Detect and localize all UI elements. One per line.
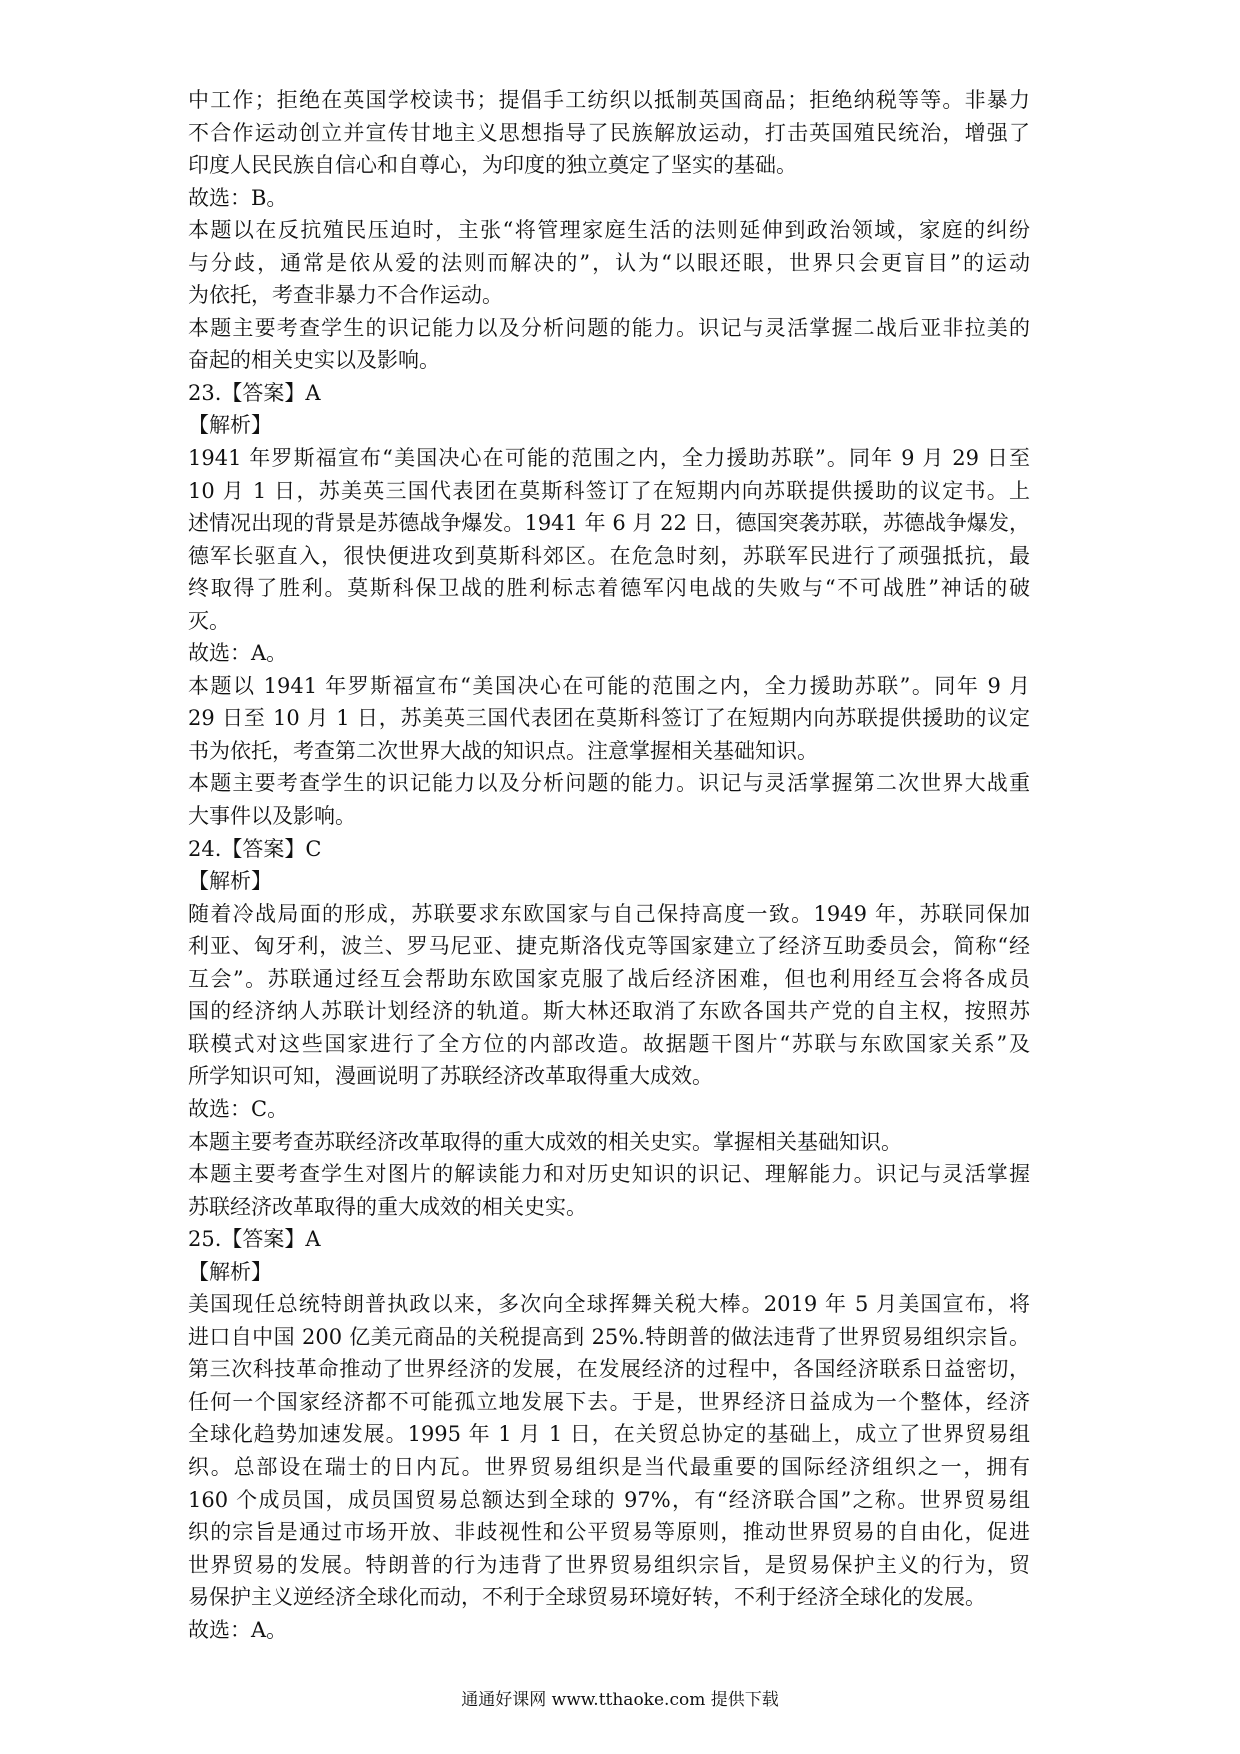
text-line: 随着冷战局面的形成，苏联要求东欧国家与自己保持高度一致。1949 年，苏联同保加 [188, 901, 1030, 926]
text-line: 【解析】 [188, 869, 272, 894]
text-line: 任何一个国家经济都不可能孤立地发展下去。于是，世界经济日益成为一个整体，经济 [188, 1389, 1030, 1414]
paragraph [188, 214, 1030, 312]
text-line: 易保护主义逆经济全球化而动，不利于全球贸易环境好转，不利于经济全球化的发展。 [188, 1585, 986, 1610]
text-line: 29 日至 10 月 1 日，苏美英三国代表团在莫斯科签订了在短期内向苏联提供援助的议定 [188, 706, 1030, 731]
text-line: 灭。 [188, 608, 230, 633]
text-line: 本题以在反抗殖民压迫时，主张“将管理家庭生活的法则延伸到政治领域，家庭的纠纷 [188, 218, 1030, 243]
paragraph [188, 377, 1030, 410]
paragraph [188, 409, 1030, 442]
text-line: 互会”。苏联通过经互会帮助东欧国家克服了战后经济困难，但也利用经互会将各成员 [188, 966, 1030, 991]
text-line: 织的宗旨是通过市场开放、非歧视性和公平贸易等原则，推动世界贸易的自由化，促进 [188, 1520, 1030, 1545]
text-line: 终取得了胜利。莫斯科保卫战的胜利标志着德军闪电战的失败与“不可战胜”神话的破 [188, 576, 1030, 601]
paragraph [188, 442, 1030, 637]
text-line: 故选：B。 [188, 185, 288, 210]
text-line: 国的经济纳人苏联计划经济的轨道。斯大林还取消了东欧各国共产党的自主权，按照苏 [188, 999, 1030, 1024]
paragraph [188, 182, 1030, 215]
paragraph [188, 1158, 1030, 1223]
text-line: 与分歧，通常是依从爱的法则而解决的”，认为“以眼还眼，世界只会更盲目”的运动 [188, 250, 1030, 275]
text-line: 德军长驱直入，很快便进攻到莫斯科郊区。在危急时刻，苏联军民进行了顽强抵抗，最 [188, 543, 1030, 568]
text-line: 160 个成员国，成员国贸易总额达到全球的 97%，有“经济联合国”之称。世界贸易组 [188, 1487, 1030, 1512]
document-body [188, 84, 1030, 1646]
paragraph [188, 898, 1030, 1093]
text-line: 本题主要考查学生的识记能力以及分析问题的能力。识记与灵活掌握第二次世界大战重 [188, 771, 1030, 796]
text-line: 23.【答案】A [188, 380, 321, 405]
text-line: 进口自中国 200 亿美元商品的关税提高到 25%.特朗普的做法违背了世界贸易组织宗旨。 [188, 1324, 1030, 1349]
paragraph [188, 312, 1030, 377]
page-footer: 通通好课网 www.tthaoke.com 提供下载 [461, 1690, 779, 1710]
paragraph [188, 1126, 1030, 1159]
text-line: 全球化趋势加速发展。1995 年 1 月 1 日，在关贸总协定的基础上，成立了世界贸易组 [188, 1422, 1030, 1447]
paragraph [188, 767, 1030, 832]
text-line: 【解析】 [188, 413, 272, 438]
text-line: 本题以 1941 年罗斯福宣布“美国决心在可能的范围之内，全力援助苏联”。同年 9 月 [188, 673, 1030, 698]
text-line: 10 月 1 日，苏美英三国代表团在莫斯科签订了在短期内向苏联提供援助的议定书。上 [188, 478, 1030, 503]
text-line: 苏联经济改革取得的重大成效的相关史实。 [188, 1194, 587, 1219]
text-line: 利亚、匈牙利，波兰、罗马尼亚、捷克斯洛伐克等国家建立了经济互助委员会，简称“经 [188, 934, 1030, 959]
paragraph [188, 637, 1030, 670]
text-line: 故选：A。 [188, 1617, 288, 1642]
text-line: 本题主要考查学生的识记能力以及分析问题的能力。识记与灵活掌握二战后亚非拉美的 [188, 315, 1030, 340]
text-line: 世界贸易的发展。特朗普的行为违背了世界贸易组织宗旨，是贸易保护主义的行为，贸 [188, 1552, 1030, 1577]
paragraph [188, 1256, 1030, 1289]
text-line: 大事件以及影响。 [188, 804, 356, 829]
paragraph [188, 1093, 1030, 1126]
paragraph [188, 1223, 1030, 1256]
text-line: 述情况出现的背景是苏德战争爆发。1941 年 6 月 22 日，德国突袭苏联，苏德战争爆发， [188, 511, 1030, 536]
text-line: 中工作；拒绝在英国学校读书；提倡手工纺织以抵制英国商品；拒绝纳税等等。非暴力 [188, 88, 1030, 112]
text-line: 印度人民民族自信心和自尊心，为印度的独立奠定了坚实的基础。 [188, 153, 797, 178]
text-line: 联模式对这些国家进行了全方位的内部改造。故据题干图片“苏联与东欧国家关系”及 [188, 1031, 1030, 1056]
text-line: 24.【答案】C [188, 836, 322, 861]
text-line: 第三次科技革命推动了世界经济的发展，在发展经济的过程中，各国经济联系日益密切， [188, 1357, 1030, 1382]
text-line: 奋起的相关史实以及影响。 [188, 348, 440, 373]
text-line: 25.【答案】A [188, 1227, 321, 1252]
text-line: 所学知识可知，漫画说明了苏联经济改革取得重大成效。 [188, 1064, 713, 1089]
text-line: 织。总部设在瑞士的日内瓦。世界贸易组织是当代最重要的国际经济组织之一，拥有 [188, 1454, 1030, 1479]
paragraph [188, 1614, 1030, 1647]
text-line: 本题主要考查学生对图片的解读能力和对历史知识的识记、理解能力。识记与灵活掌握 [188, 1162, 1030, 1187]
text-line: 书为依托，考查第二次世界大战的知识点。注意掌握相关基础知识。 [188, 738, 818, 763]
text-line: 【解析】 [188, 1259, 272, 1284]
paragraph [188, 833, 1030, 866]
text-line: 故选：C。 [188, 1096, 289, 1121]
paragraph [188, 670, 1030, 768]
text-line: 本题主要考查苏联经济改革取得的重大成效的相关史实。掌握相关基础知识。 [188, 1129, 902, 1154]
text-line: 为依托，考查非暴力不合作运动。 [188, 283, 503, 308]
text-line: 美国现任总统特朗普执政以来，多次向全球挥舞关税大棒。2019 年 5 月美国宣布，将 [188, 1292, 1030, 1317]
text-line: 不合作运动创立并宣传甘地主义思想指导了民族解放运动，打击英国殖民统治，增强了 [188, 120, 1030, 145]
paragraph [188, 1288, 1030, 1613]
text-line: 故选：A。 [188, 641, 288, 666]
paragraph [188, 865, 1030, 898]
text-line: 1941 年罗斯福宣布“美国决心在可能的范围之内，全力援助苏联”。同年 9 月 29 日至 [188, 446, 1030, 471]
paragraph [188, 84, 1030, 182]
